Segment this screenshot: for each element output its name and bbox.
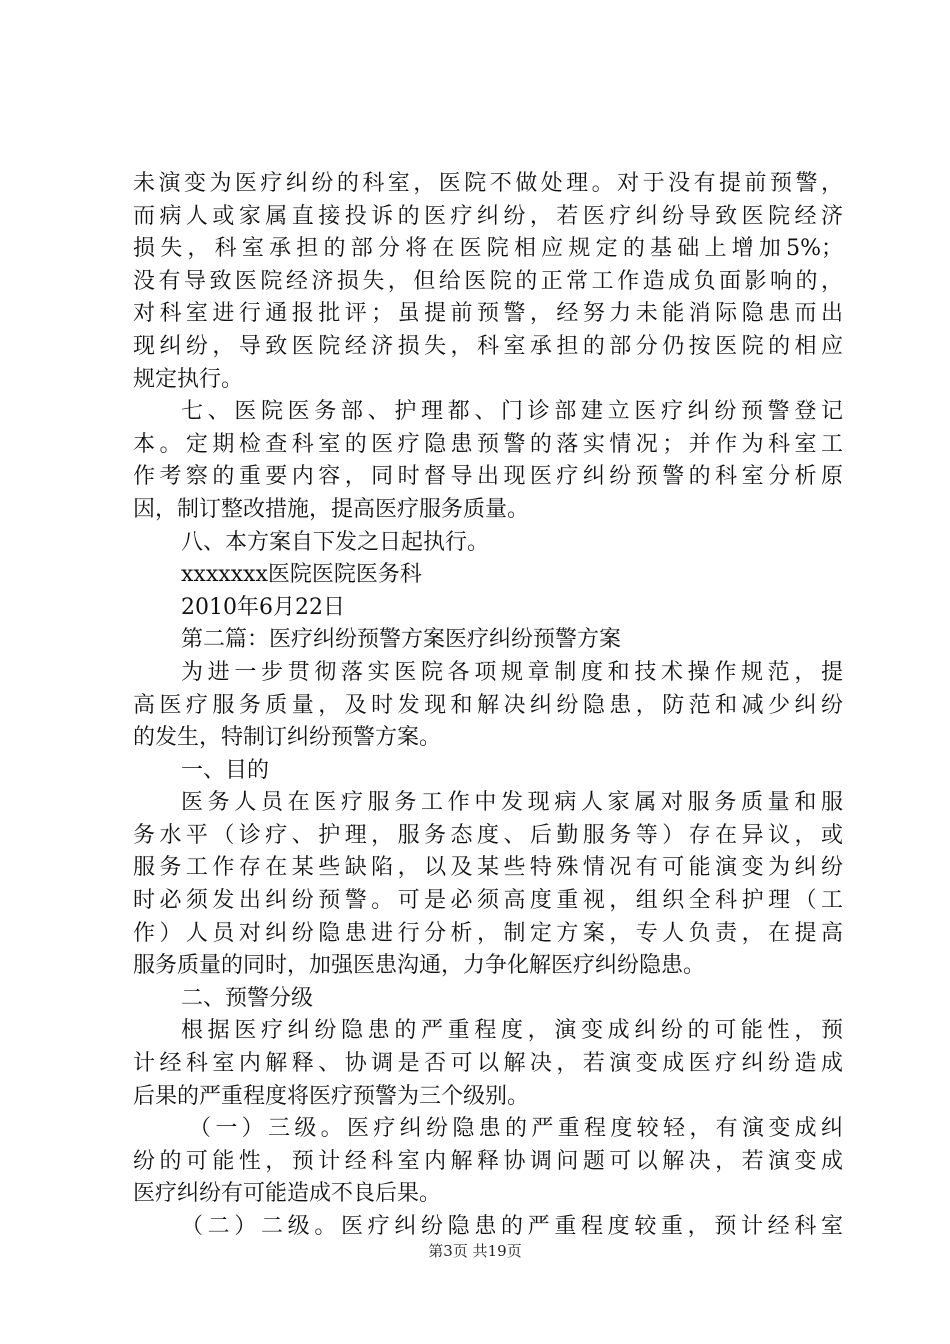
date-line: 2010年6月22日	[181, 594, 345, 620]
text-line: 而病人或家属直接投诉的医疗纠纷，若医疗纠纷导致医院经济	[133, 203, 843, 229]
section-heading-line: 七、医院医务部、护理都、门诊部建立医疗纠纷预警登记	[181, 399, 843, 425]
text-line: 作）人员对纠纷隐患进行分析，制定方案，专人负责，在提高	[133, 920, 843, 946]
section-heading: 二、预警分级	[181, 985, 314, 1011]
text-line: 未演变为医疗纠纷的科室，医院不做处理。对于没有提前预警，	[133, 171, 843, 196]
text-line: 规定执行。	[133, 366, 244, 392]
section-heading: 一、目的	[181, 757, 270, 783]
text-line: 根据医疗纠纷隐患的严重程度，演变成纠纷的可能性，预	[181, 1018, 843, 1044]
text-line: 对科室进行通报批评；虽提前预警，经努力未能消际隐患而出	[133, 301, 843, 327]
text-line: 本。定期检查科室的医疗隐患预警的落实情况；并作为科室工	[133, 431, 843, 457]
text-line: 后果的严重程度将医疗预警为三个级别。	[133, 1083, 530, 1109]
chapter-title: 第二篇：医疗纠纷预警方案医疗纠纷预警方案	[181, 627, 622, 653]
text-line: 作考察的重要内容，同时督导出现医疗纠纷预警的科室分析原	[133, 464, 843, 490]
text-line: 服务工作存在某些缺陷，以及某些特殊情况有可能演变为纠纷	[133, 855, 843, 881]
text-line: 医务人员在医疗服务工作中发现病人家属对服务质量和服	[181, 790, 843, 816]
document-body	[133, 168, 843, 1244]
text-line: 务水平（诊疗、护理，服务态度、后勤服务等）存在异议，或	[133, 822, 843, 848]
signature-line: xxxxxxx医院医院医务科	[181, 562, 422, 588]
text-line: 服务质量的同时，加强医患沟通，力争化解医疗纠纷隐患。	[133, 953, 706, 979]
text-line: 高医疗服务质量，及时发现和解决纠纷隐患，防范和减少纠纷	[133, 692, 843, 718]
text-line: 计经科室内解释、协调是否可以解决，若演变成医疗纠纷造成	[133, 1051, 843, 1077]
section-heading-line: 八、本方案自下发之日起执行。	[181, 529, 490, 555]
text-line: 为进一步贯彻落实医院各项规章制度和技术操作规范，提	[181, 659, 843, 685]
text-line: 医疗纠纷有可能造成不良后果。	[133, 1181, 442, 1207]
text-line: 因，制订整改措施，提高医疗服务质量。	[133, 496, 530, 522]
text-line: （二）二级。医疗纠纷隐患的严重程度较重，预计经科室	[181, 1214, 843, 1239]
text-line: 没有导致医院经济损失，但给医院的正常工作造成负面影响的，	[133, 268, 843, 294]
text-line: 纷的可能性，预计经科室内解释协调问题可以解决，若演变成	[133, 1148, 843, 1174]
text-line: 损失，科室承担的部分将在医院相应规定的基础上增加5%；	[133, 236, 843, 262]
page-footer: 第3页 共19页	[428, 1242, 522, 1260]
text-line: 时必须发出纠纷预警。可是必须高度重视，组织全科护理（工	[133, 888, 843, 914]
text-line: （一）三级。医疗纠纷隐患的严重程度较轻，有演变成纠	[189, 1116, 843, 1142]
text-line: 的发生，特制订纠纷预警方案。	[133, 725, 442, 751]
text-line: 现纠纷，导致医院经济损失，科室承担的部分仍按医院的相应	[133, 333, 843, 359]
